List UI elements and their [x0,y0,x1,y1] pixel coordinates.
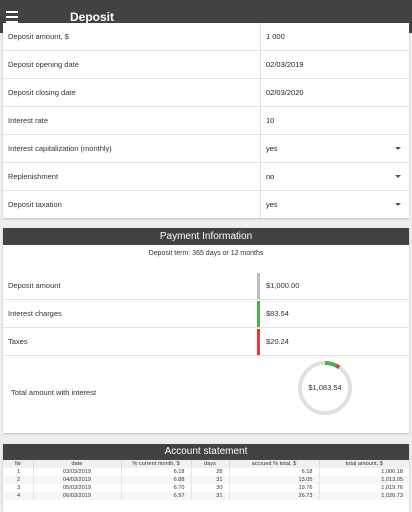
table-cell: 13.05 [229,476,319,484]
account-statement-card [3,444,409,512]
table-header-row [3,460,409,468]
table-cell: 03/03/2019 [33,468,121,476]
replenishment-select[interactable]: no [260,163,409,191]
table-row [3,484,409,492]
field-label: Deposit amount, $ [8,32,69,41]
column-header: days [191,460,229,468]
table-cell: 1,013.05 [319,476,409,484]
total-amount-value: $1,083.54 [308,383,342,392]
color-indicator [257,301,260,327]
field-label: Interest capitalization (monthly) [8,144,112,153]
payment-value: $20.24 [266,337,289,346]
color-indicator [257,273,260,299]
table-cell: 6.18 [121,468,191,476]
chevron-down-icon[interactable] [395,203,401,206]
table-cell: 6.97 [121,492,191,500]
table-cell: 19.76 [229,484,319,492]
payment-value: $1,000.00 [266,281,300,290]
form-row-taxation [3,191,409,218]
column-header: date [33,460,121,468]
payment-information-header: Payment Information [3,228,409,245]
table-row [3,468,409,476]
opening-date-input[interactable]: 02/03/2019 [260,51,409,79]
capitalization-select[interactable]: yes [260,135,409,163]
form-row-replenishment [3,163,409,191]
chevron-down-icon[interactable] [395,175,401,178]
table-cell: 6.70 [121,484,191,492]
table-cell: 1,006.18 [381,469,403,475]
color-indicator [257,329,260,355]
deposit-term: Deposit term: 365 days or 12 months [148,250,264,257]
field-label: Replenishment [8,172,59,181]
payment-label: Interest charges [8,309,62,318]
table-cell: 3 [3,484,33,492]
table-row [3,476,409,484]
table-cell: 1,019.76 [381,485,403,491]
column-header: № [3,460,33,468]
payment-row-interest-charges [3,300,409,328]
column-header: total amount, $ [319,460,409,468]
taxation-select[interactable]: yes [260,191,409,218]
payment-information-card [3,228,409,433]
form-row-interest-rate [3,107,409,135]
field-label: Deposit opening date [8,60,79,69]
payment-label: Taxes [8,337,28,346]
payment-value: $83.54 [266,309,289,318]
column-header: % current month, $ [121,460,191,468]
payment-row-deposit-amount [3,272,409,300]
table-row [3,492,409,500]
payment-label: Deposit amount [8,281,61,290]
form-row-closing-date [3,79,409,107]
deposit-form [3,23,409,218]
page-title: Deposit [70,9,115,24]
column-header: accrued % total, $ [229,460,319,468]
interest-rate-input[interactable]: 10 [260,107,409,135]
closing-date-input[interactable]: 02/03/2020 [260,79,409,107]
field-label: Deposit closing date [8,88,76,97]
table-cell: 31 [191,492,229,500]
total-amount-label: Total amount with interest [11,388,97,397]
chevron-down-icon[interactable] [395,147,401,150]
statement-table [3,460,409,500]
form-row-opening-date [3,51,409,79]
field-label: Deposit taxation [8,200,62,209]
table-cell: 4 [3,492,33,500]
form-row-deposit-amount [3,23,409,51]
payment-row-taxes [3,328,409,356]
table-cell: 31 [191,476,229,484]
table-cell: 30 [191,484,229,492]
table-cell: 28 [191,468,229,476]
table-cell: 6.18 [229,468,319,476]
account-statement-header: Account statement [3,444,409,460]
table-cell: 1 [3,468,33,476]
table-cell: 1,026.73 [319,492,409,500]
table-cell: 04/03/2019 [33,476,121,484]
table-cell: 06/03/2019 [33,492,121,500]
form-row-capitalization [3,135,409,163]
deposit-amount-input[interactable]: 1 000 [260,23,409,51]
field-label: Interest rate [8,116,49,125]
table-cell: 26.73 [229,492,319,500]
table-cell: 6.88 [121,476,191,484]
table-cell: 2 [3,476,33,484]
table-cell: 05/03/2019 [33,484,121,492]
